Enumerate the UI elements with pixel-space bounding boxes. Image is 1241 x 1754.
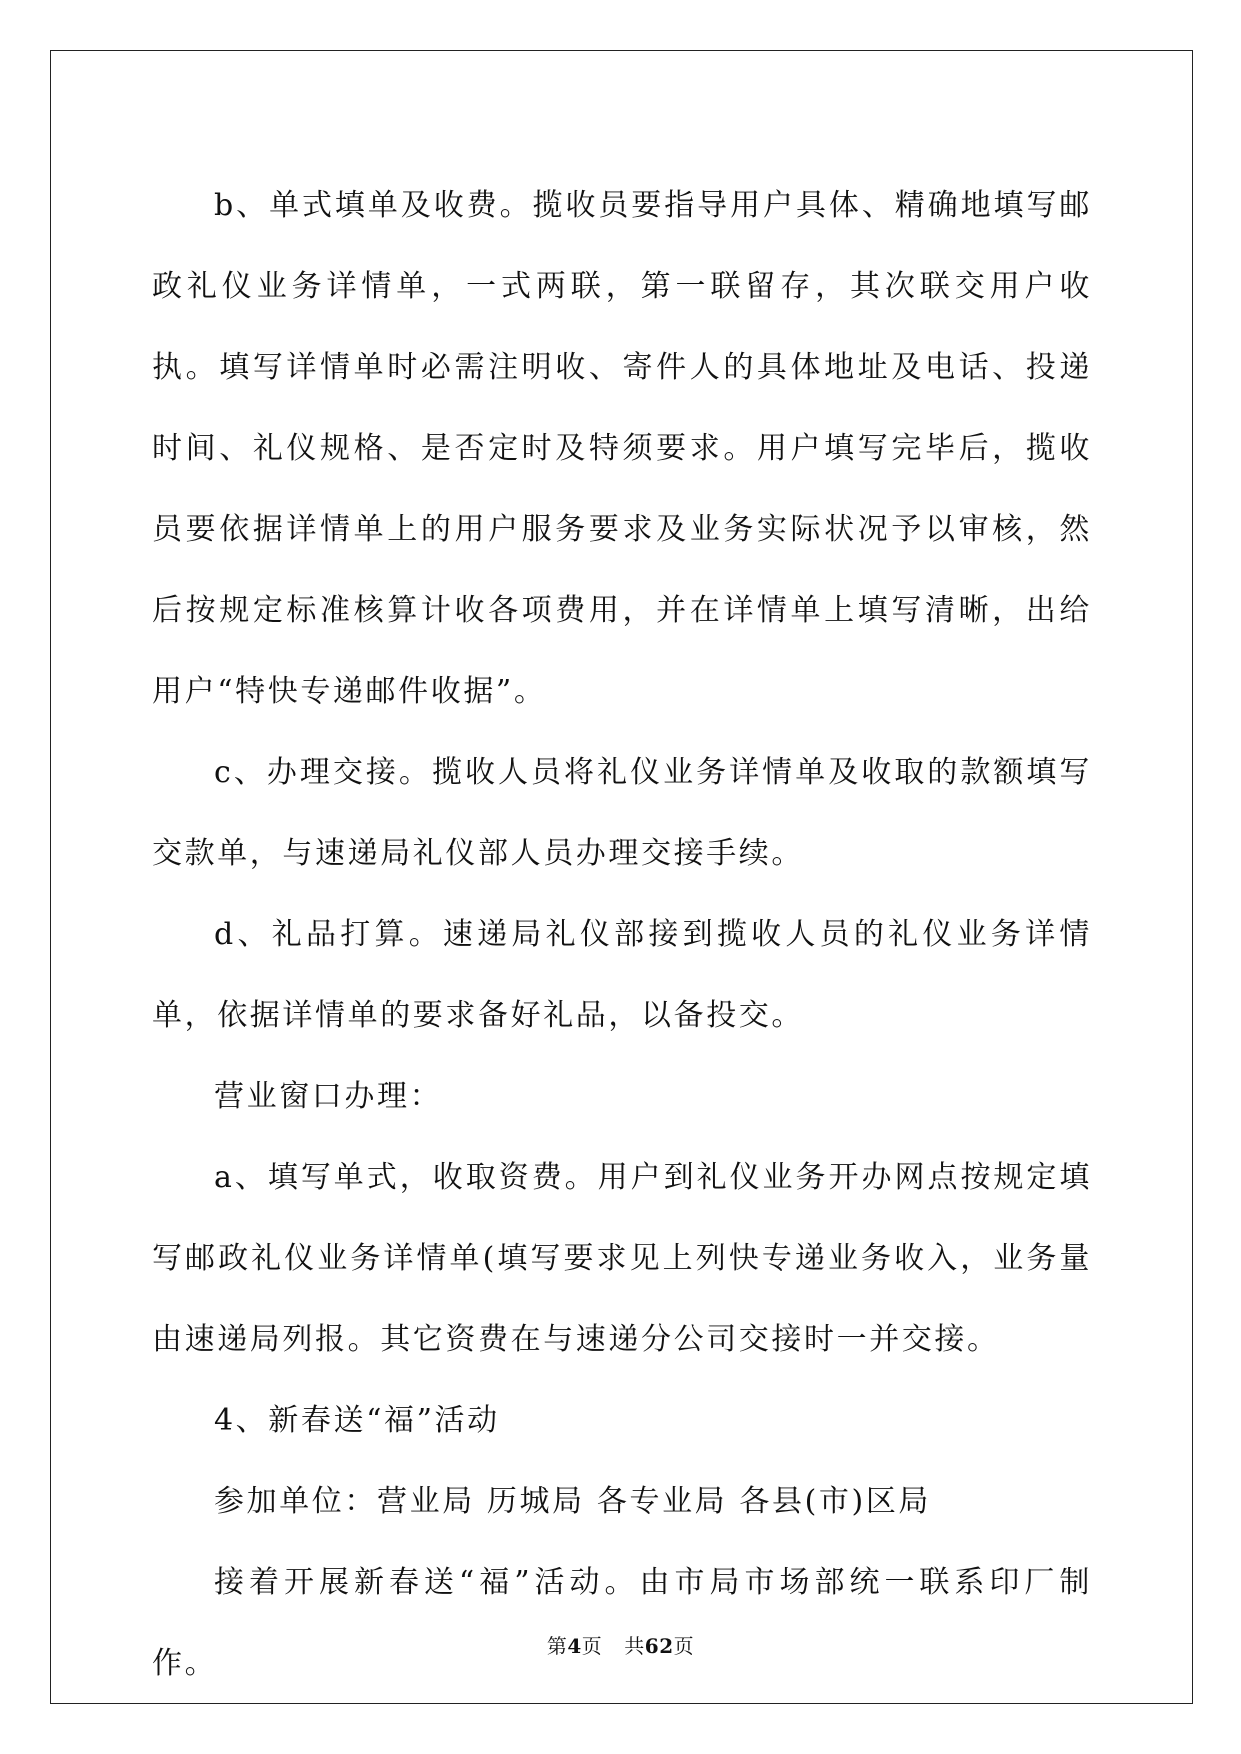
paragraph-b-form-filling: b、单式填单及收费。揽收员要指导用户具体、精确地填写邮政礼仪业务详情单，一式两联，第一联留存，其次联交用户收执。填写详情单时必需注明收、寄件人的具体地址及电话、投递时间、礼仪规格、是否定时及特须要求。用户填写完毕后，揽收员要依据详情单上的用户服务要求及业务实际状况予以审核，然后按规定标准核算计收各项费用，并在详情单上填写清晰，出给用户“特快专递邮件收据”。 [152,188,1092,709]
document-body [152,165,1092,1704]
paragraph-a-fill-form: a、填写单式，收取资费。用户到礼仪业务开办网点按规定填写邮政礼仪业务详情单(填写要求见上列快专递业务收入，业务量由速递局列报。其它资费在与速递分公司交接时一并交接。 [152,1160,1092,1357]
page-number: 4 [567,1634,582,1658]
paragraph-continue-activity: 接着开展新春送“福”活动。由市局市场部统一联系印厂制作。 [152,1565,1092,1681]
total-pages: 62 [644,1634,674,1658]
paragraph-d-gift-prep: d、礼品打算。速递局礼仪部接到揽收人员的礼仪业务详情单，依据详情单的要求备好礼品，以备投交。 [152,917,1092,1033]
total-suffix: 页 [673,1634,695,1658]
total-prefix: 共 [624,1634,645,1658]
page-footer [0,1630,1241,1659]
section-heading-spring-fu: 4、新春送“福”活动 [214,1403,500,1438]
page-suffix: 页 [581,1634,603,1658]
paragraph-c-handover: c、办理交接。揽收人员将礼仪业务详情单及收取的款额填写交款单，与速递局礼仪部人员办理交接手续。 [152,755,1092,871]
page-prefix: 第 [546,1634,568,1658]
paragraph-participants: 参加单位：营业局 历城局 各专业局 各县(市)区局 [214,1484,932,1519]
paragraph-counter-handling: 营业窗口办理： [214,1079,443,1114]
